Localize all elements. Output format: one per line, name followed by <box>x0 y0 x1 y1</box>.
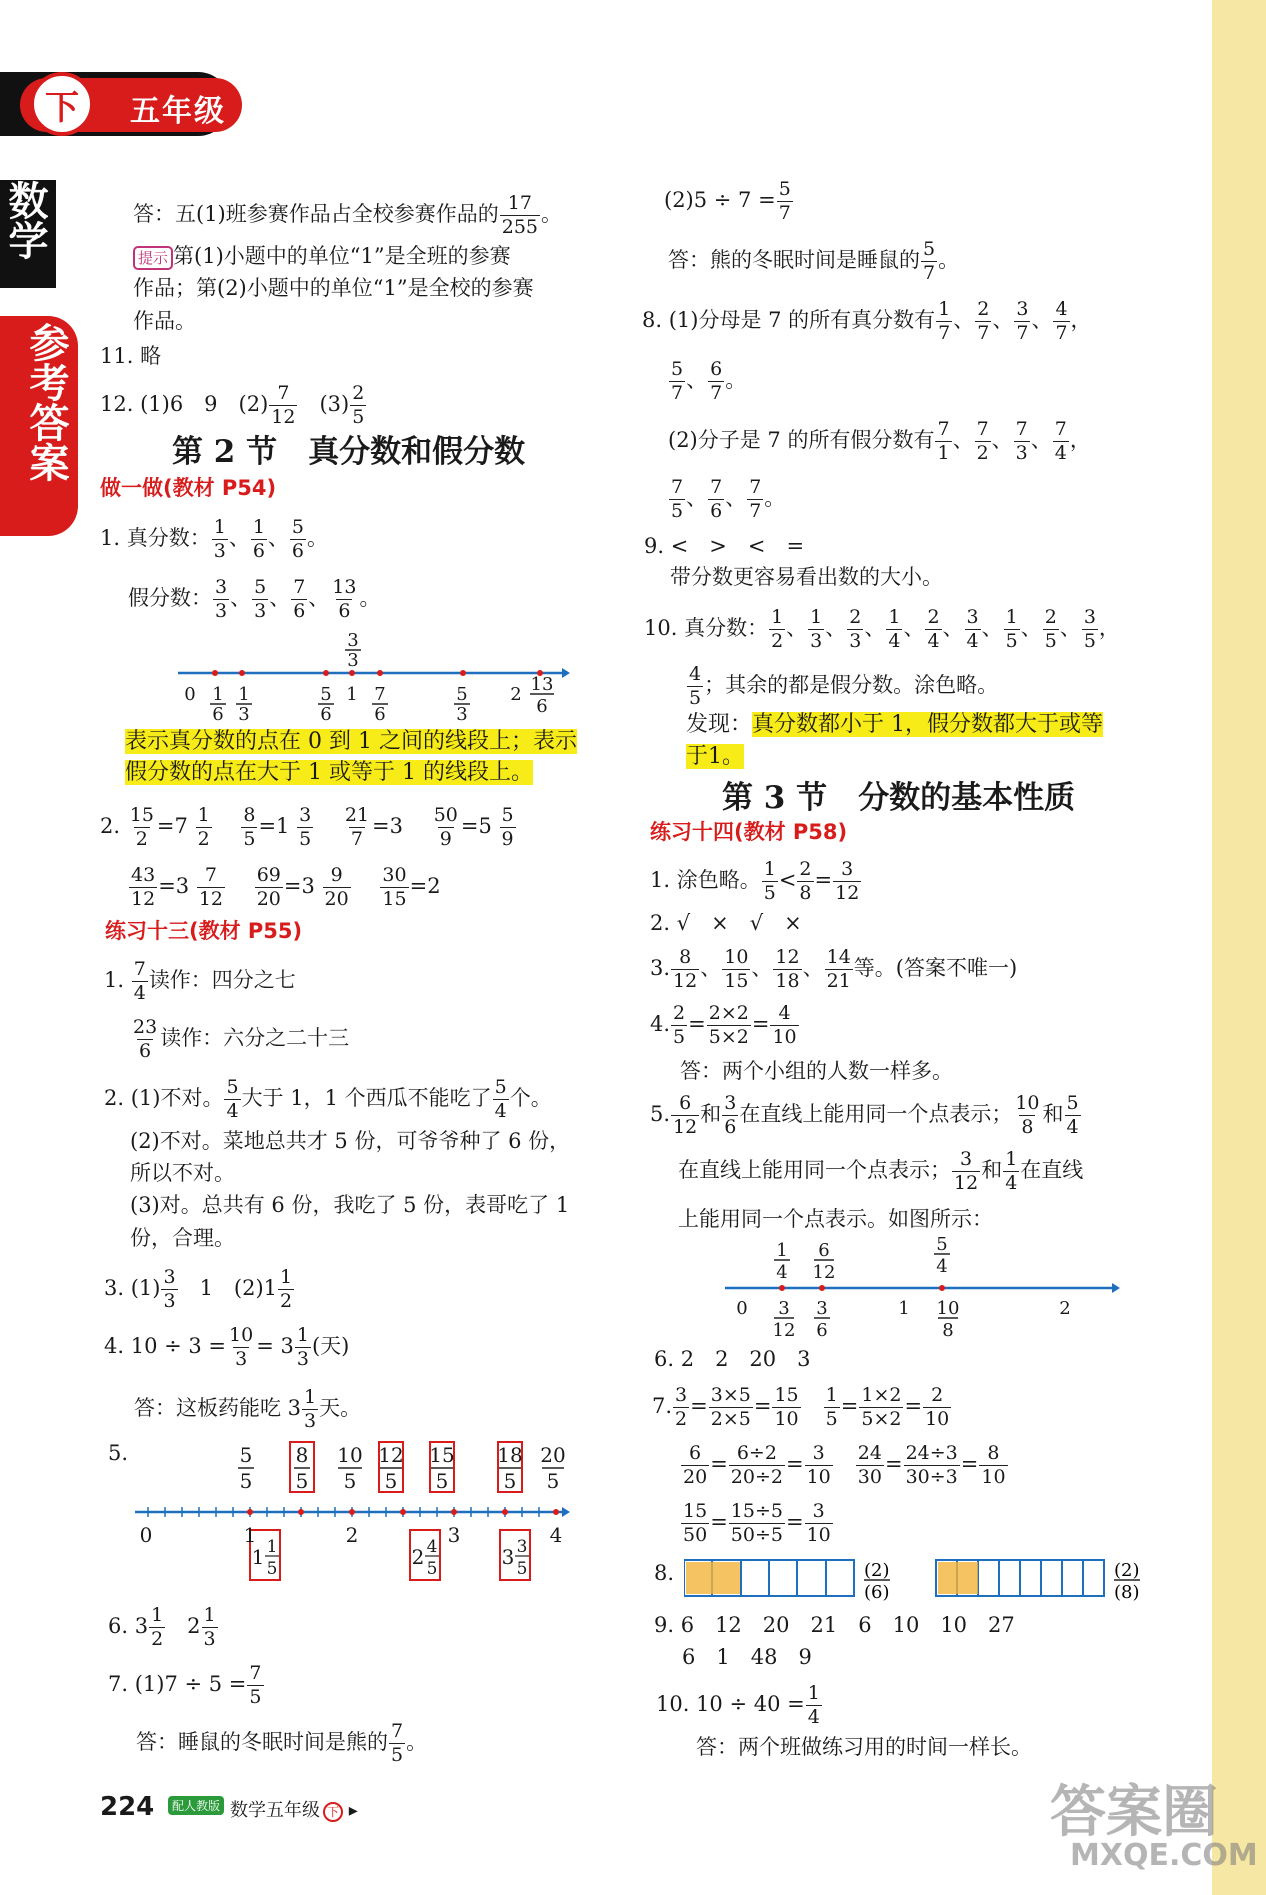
highlight-note: 表示真分数的点在 0 到 1 之间的线段上；表示 <box>125 729 577 754</box>
svg-text:1: 1 <box>776 1240 788 1261</box>
question-5: 5. <box>108 1441 129 1465</box>
svg-text:1: 1 <box>266 1537 278 1557</box>
r-question-10: 10. 10 ÷ 40 = $\frac{1}{4}$ <box>656 1682 820 1728</box>
svg-text:3: 3 <box>778 1298 790 1319</box>
svg-text:0: 0 <box>184 684 196 705</box>
svg-text:5: 5 <box>384 1469 398 1493</box>
text-line: 上能用同一个点表示。如图所示： <box>678 1207 993 1231</box>
number-line-diagram <box>720 1236 1120 1346</box>
svg-text:18: 18 <box>497 1443 523 1467</box>
svg-text:6: 6 <box>374 704 386 724</box>
svg-text:12: 12 <box>378 1443 404 1467</box>
svg-text:3: 3 <box>447 1523 461 1547</box>
question-1-read: 1. $\frac{7}{4}$ 读作：四分之七 <box>104 958 296 1004</box>
svg-text:5: 5 <box>320 684 332 705</box>
svg-text:6: 6 <box>536 696 548 717</box>
svg-text:5: 5 <box>456 684 468 705</box>
question-7-part2: (2)5 ÷ 7 = $\frac{5}{7}$ <box>664 178 791 224</box>
svg-text:2: 2 <box>411 1545 425 1569</box>
text-line: 份，合理。 <box>130 1226 235 1250</box>
question-2-judge: 2. (1)不对。 $\frac{5}{4}$ 大于 1，1 个西瓜不能吃了 $\frac{5}{4}$ 个。 <box>104 1076 552 1122</box>
answer-line: 答：睡鼠的冬眠时间是熊的 $\frac{7}{5}$ 。 <box>136 1720 428 1766</box>
r-question-3: 3. $\frac{8}{12}$ 、 $\frac{10}{15}$ 、 $\frac{12}{18}$ 、 $\frac{14}{21}$ 等。(答案不唯一) <box>650 946 1018 992</box>
r-question-4: 4. $\frac{2}{5}$ = $\frac{2\times 2}{5\times 2}$ = $\frac{4}{10}$ <box>650 1002 797 1048</box>
question-12: 12. (1)6 9 (2) $\frac{7}{12}$ (3) $\frac{2}{5}$ <box>100 382 365 428</box>
tip-line: 作品。 <box>133 309 196 333</box>
question-8-cont: $\frac{7}{5}$ 、 $\frac{7}{6}$ 、 $\frac{7}{7}$ 。 <box>671 476 786 522</box>
tip-badge: 提示 <box>133 246 173 270</box>
side-strip <box>1212 0 1266 1895</box>
svg-text:3: 3 <box>238 704 250 724</box>
svg-text:4: 4 <box>936 1256 948 1277</box>
answer-line: 答：这板药能吃 3 $\frac{1}{3}$ 天。 <box>134 1386 362 1432</box>
svg-text:1: 1 <box>346 684 358 705</box>
watermark-logo: 答案圈 <box>1050 1780 1218 1845</box>
question-2: 2. $\frac{15}{2}$ =7 $\frac{1}{2}$ $\frac{8}{5}$ =1 $\frac{3}{5}$ $\frac{21}{7}$ =3 $\frac{50}{9}$ =5 $\frac{5}{9}$ <box>100 804 514 850</box>
svg-text:5: 5 <box>266 1559 278 1579</box>
question-10: 10. 真分数： $\frac{1}{2}$ 、 $\frac{1}{3}$ 、 $\frac{2}{3}$ 、 $\frac{1}{4}$ 、 $\frac{2}{4}$ 、 $\frac{3}{4}$ 、 $\frac{1}{5}$ 、 $\frac{2}{5}$ 、 $\frac{3}{5}$ ， <box>644 606 1120 652</box>
question-9: 9. < > < = <box>644 534 805 558</box>
svg-text:2: 2 <box>345 1523 359 1547</box>
svg-text:6: 6 <box>212 704 224 724</box>
svg-text:8: 8 <box>942 1320 954 1341</box>
svg-text:6: 6 <box>818 1240 830 1261</box>
svg-text:(8): (8) <box>1114 1582 1140 1602</box>
answer-line: 答：熊的冬眠时间是睡鼠的 $\frac{5}{7}$ 。 <box>668 238 960 284</box>
question-11: 11. 略 <box>100 344 162 368</box>
question-10-cont: $\frac{4}{5}$ ；其余的都是假分数。涂色略。 <box>689 663 999 709</box>
question-1-proper: 1. 真分数： $\frac{1}{3}$ 、 $\frac{1}{6}$ 、 $\frac{5}{6}$ 。 <box>100 516 328 562</box>
r-question-9-row2: 6 1 48 9 <box>682 1645 812 1669</box>
text-line: 带分数更容易看出数的大小。 <box>670 565 943 589</box>
text-line: (2)不对。菜地总共才 5 份，可爷爷种了 6 份， <box>130 1129 571 1153</box>
exercise-title: 练习十四(教材 P58) <box>650 820 848 844</box>
section-title: 第 2 节 真分数和假分数 <box>172 434 526 470</box>
r-question-8: 8. <box>654 1561 675 1585</box>
edition-badge: 配人教版 <box>168 1796 224 1815</box>
question-1-read: $\frac{23}{6}$ 读作：六分之二十三 <box>133 1016 350 1062</box>
svg-text:3: 3 <box>816 1298 828 1319</box>
page-number: 224 <box>100 1792 155 1822</box>
watermark-url: MXQE.COM <box>1070 1838 1258 1873</box>
svg-text:2: 2 <box>510 684 522 705</box>
answer-line: 答：两个班做练习用的时间一样长。 <box>696 1735 1032 1759</box>
svg-text:7: 7 <box>374 684 386 705</box>
highlight-note: 发现：真分数都小于 1，假分数都大于或等 <box>686 712 1104 737</box>
question-2-row2: $\frac{43}{12}$ =3 $\frac{7}{12}$ $\frac{69}{20}$ =3 $\frac{9}{20}$ $\frac{30}{15}$ =2 <box>131 864 441 910</box>
r-question-1: 1. 涂色略。 $\frac{1}{5}$ < $\frac{2}{8}$ = $\frac{3}{12}$ <box>650 858 860 904</box>
svg-text:20: 20 <box>540 1443 566 1467</box>
svg-text:12: 12 <box>812 1262 836 1283</box>
svg-text:5: 5 <box>426 1559 438 1579</box>
r-question-5: 5. $\frac{6}{12}$ 和 $\frac{3}{6}$ 在直线上能用同一个点表示； $\frac{10}{8}$ 和 $\frac{5}{4}$ <box>650 1092 1079 1138</box>
volume-mark: 下 <box>323 1802 343 1822</box>
svg-text:6: 6 <box>320 704 332 724</box>
question-3: 3. (1) $\frac{3}{3}$ 1 (2)1 $\frac{1}{2}$ <box>104 1266 293 1312</box>
svg-text:5: 5 <box>936 1236 948 1255</box>
svg-text:0: 0 <box>736 1298 748 1319</box>
svg-text:5: 5 <box>503 1469 517 1493</box>
svg-text:3: 3 <box>347 650 359 671</box>
svg-text:3: 3 <box>501 1545 515 1569</box>
svg-text:1: 1 <box>212 684 224 705</box>
svg-text:1: 1 <box>251 1545 265 1569</box>
svg-text:3: 3 <box>516 1537 528 1557</box>
number-line-diagram <box>130 1438 570 1588</box>
svg-text:1: 1 <box>898 1298 910 1319</box>
text-line: (3)对。总共有 6 份，我吃了 5 份，表哥吃了 1 <box>130 1193 570 1217</box>
svg-text:3: 3 <box>456 704 468 724</box>
svg-text:8: 8 <box>295 1443 309 1467</box>
exercise-title: 做一做(教材 P54) <box>100 476 277 500</box>
svg-text:4: 4 <box>549 1523 563 1547</box>
svg-text:10: 10 <box>337 1443 363 1467</box>
svg-text:0: 0 <box>139 1523 153 1547</box>
number-line-diagram <box>170 628 570 724</box>
r-question-9: 9. 6 12 20 21 6 10 10 27 <box>654 1613 1015 1637</box>
svg-text:15: 15 <box>429 1443 455 1467</box>
question-4: 4. 10 ÷ 3 = $\frac{10}{3}$ = 3 $\frac{1}{3}$ (天) <box>104 1324 350 1370</box>
volume-badge: 下 <box>30 72 94 136</box>
r-question-7-row3: $\frac{15}{50}$ = $\frac{15\div 5}{50\div 5}$ = $\frac{3}{10}$ <box>683 1500 831 1546</box>
question-6: 6. 3 $\frac{1}{2}$ 2 $\frac{1}{3}$ <box>108 1604 216 1650</box>
svg-text:5: 5 <box>295 1469 309 1493</box>
svg-text:5: 5 <box>239 1443 253 1467</box>
subject-label: 数学 <box>2 180 49 260</box>
svg-text:5: 5 <box>435 1469 449 1493</box>
svg-text:10: 10 <box>936 1298 960 1319</box>
section-title: 第 3 节 分数的基本性质 <box>722 780 1076 816</box>
question-8-part2: (2)分子是 7 的所有假分数有 $\frac{7}{1}$ 、 $\frac{7}{2}$ 、 $\frac{7}{3}$ 、 $\frac{7}{4}$ ， <box>668 418 1091 464</box>
question-8-cont: $\frac{5}{7}$ 、 $\frac{6}{7}$ 。 <box>671 358 747 404</box>
svg-text:5: 5 <box>343 1469 357 1493</box>
question-1-improper: 假分数： $\frac{3}{3}$ 、 $\frac{5}{3}$ 、 $\frac{7}{6}$ 、 $\frac{13}{6}$ 。 <box>128 576 381 622</box>
highlight-note: 假分数的点在大于 1 或等于 1 的线段上。 <box>125 760 533 785</box>
svg-text:4: 4 <box>776 1262 788 1283</box>
svg-text:6: 6 <box>816 1320 828 1341</box>
r-question-7-row2: $\frac{6}{20}$ = $\frac{6\div 2}{20\div 2}$ = $\frac{3}{10}$ $\frac{24}{30}$ = $\frac{24\div 3}{30\div 3}$ = $\frac{8}{10}$ <box>683 1442 1006 1488</box>
svg-text:3: 3 <box>347 630 359 651</box>
r-question-7: 7. $\frac{3}{2}$ = $\frac{3\times 5}{2\times 5}$ = $\frac{15}{10}$ $\frac{1}{5}$ = $\frac{1\times 2}{5\times 2}$ = $\frac{2}{10}$ <box>652 1384 950 1430</box>
svg-text:(2): (2) <box>1114 1560 1140 1581</box>
answer-line: 答：五(1)班参赛作品占全校参赛作品的 $\frac{17}{255}$ 。 <box>133 192 563 238</box>
svg-text:2: 2 <box>1059 1298 1071 1319</box>
question-7: 7. (1)7 ÷ 5 = $\frac{7}{5}$ <box>108 1662 262 1708</box>
exercise-title: 练习十三(教材 P55) <box>105 919 303 943</box>
r-question-6: 6. 2 2 20 3 <box>654 1347 811 1371</box>
answer-tab-label: 参考答案 <box>23 322 70 482</box>
text-line: 在直线上能用同一个点表示； $\frac{3}{12}$ 和 $\frac{1}{4}$ 在直线 <box>678 1148 1084 1194</box>
question-8: 8. (1)分母是 7 的所有真分数有 $\frac{1}{7}$ 、 $\frac{2}{7}$ 、 $\frac{3}{7}$ 、 $\frac{4}{7}$ ， <box>642 298 1092 344</box>
text-line: 所以不对。 <box>130 1161 235 1185</box>
svg-text:(6): (6) <box>864 1582 890 1602</box>
svg-text:5: 5 <box>239 1469 253 1493</box>
svg-text:13: 13 <box>530 674 554 695</box>
svg-text:12: 12 <box>772 1320 796 1341</box>
svg-text:1: 1 <box>238 684 250 705</box>
r-question-2: 2. √ × √ × <box>650 911 802 935</box>
tip-line: 作品；第(2)小题中的单位“1”是全校的参赛 <box>133 276 534 300</box>
svg-text:1: 1 <box>243 1523 257 1547</box>
svg-text:(2): (2) <box>864 1560 890 1581</box>
svg-text:4: 4 <box>426 1537 438 1557</box>
book-title: 数学五年级 下 ▸ <box>230 1800 358 1821</box>
highlight-note: 于1。 <box>686 744 744 769</box>
grade-label: 五年级 <box>130 94 226 129</box>
svg-text:5: 5 <box>516 1559 528 1579</box>
svg-text:5: 5 <box>546 1469 560 1493</box>
answer-line: 答：两个小组的人数一样多。 <box>680 1059 953 1083</box>
tip-line: 提示 第(1)小题中的单位“1”是全班的参赛 <box>133 243 511 270</box>
fraction-bars <box>684 1556 1144 1602</box>
